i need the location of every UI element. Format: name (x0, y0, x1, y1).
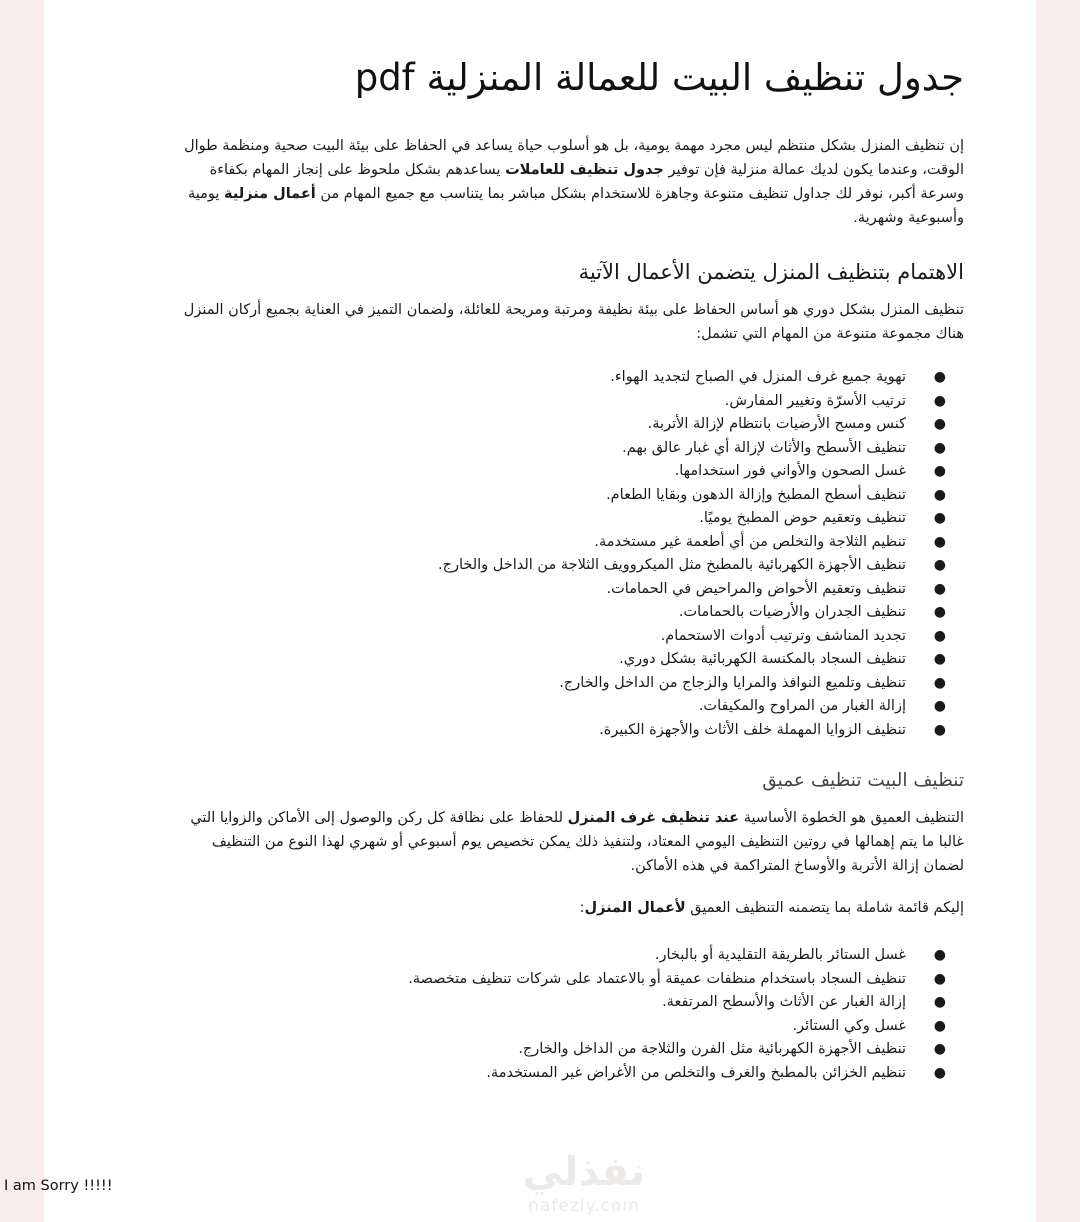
page-title: جدول تنظيف البيت للعمالة المنزلية pdf (354, 56, 964, 99)
list-item (182, 991, 946, 1015)
section1-heading: الاهتمام بتنظيف المنزل يتضمن الأعمال الآتية (578, 260, 964, 284)
intro-text-1: إن تنظيف المنزل بشكل منتظم ليس مجرد مهمة يومية، بل هو أسلوب حياة يساعد في الحفاظ على بيئة البيت صحية ومنظمة طوال الوقت، وعندما يكون لديك عمالة منزلية فإن توفير (184, 138, 964, 178)
bullet-icon: ● (933, 994, 946, 1010)
bullet-icon: ● (933, 463, 946, 479)
list-item (182, 944, 946, 968)
list-item-text: تنظيف الأسطح والأثاث لإزالة أي غبار عالق بهم. (622, 439, 906, 456)
bullet-icon: ● (933, 698, 946, 714)
lead-text-1: إليكم قائمة شاملة بما يتضمنه التنظيف العميق (685, 900, 964, 916)
list-item (182, 968, 946, 992)
document-content (182, 50, 964, 1085)
list-item (182, 531, 946, 555)
bullet-icon: ● (933, 557, 946, 573)
list-item (182, 460, 946, 484)
footer-note: I am Sorry !!!!! (4, 1178, 113, 1194)
bullet-icon: ● (933, 1041, 946, 1057)
lead-text-2: : (579, 900, 585, 916)
list-item-text: تنظيف وتلميع النوافذ والمرايا والزجاج من الداخل والخارج. (559, 674, 906, 691)
list-item (182, 1015, 946, 1039)
section2-bold-1: عند تنظيف غرف المنزل (567, 810, 740, 826)
bullet-icon: ● (933, 486, 946, 503)
bullet-icon: ● (933, 392, 946, 409)
list-item-text: تنظيف الأجهزة الكهربائية مثل الفرن والثلاجة من الداخل والخارج. (518, 1041, 906, 1057)
list-item (182, 437, 946, 461)
list-item-text: غسل الصحون والأواني فور استخدامها. (674, 463, 906, 479)
bullet-icon: ● (933, 627, 946, 644)
site-watermark (514, 1148, 654, 1216)
list-item-text: تجديد المناشف وترتيب أدوات الاستحمام. (660, 627, 906, 644)
section2-heading: تنظيف البيت تنظيف عميق (762, 770, 964, 791)
list-item (182, 484, 946, 508)
intro-paragraph (182, 134, 964, 230)
bullet-icon: ● (933, 510, 946, 526)
list-item (182, 648, 946, 672)
bullet-icon: ● (933, 970, 946, 987)
list-item (182, 1038, 946, 1062)
list-item-text: تنظيف وتعقيم الأحواض والمراحيض في الحمامات. (606, 580, 906, 597)
list-item (182, 672, 946, 696)
list-item (182, 601, 946, 625)
list-item (182, 366, 946, 390)
section2-text-1: التنظيف العميق هو الخطوة الأساسية (739, 810, 964, 826)
section1-paragraph: تنظيف المنزل بشكل دوري هو أساس الحفاظ على بيئة نظيفة ومرتبة ومريحة للعائلة، ولضمان التميز في العناية بجميع أركان المنزل هناك مجموعة متنوعة من المهام التي تشمل: (183, 302, 964, 342)
bullet-icon: ● (933, 580, 946, 597)
intro-text-3: يومية وأسبوعية وشهرية. (187, 186, 964, 226)
bullet-icon: ● (933, 651, 946, 667)
list-item-text: ترتيب الأسرّة وتغيير المفارش. (724, 392, 906, 409)
bullet-icon: ● (933, 604, 946, 620)
section2-text-2: للحفاظ على نظافة كل ركن والوصول إلى الأماكن والزوايا التي غالبا ما يتم إهمالها في روتين التنظيف اليومي المعتاد، ولتنفيذ ذلك يمكن تخصيص يوم أسبوعي أو شهري لهذا النوع من التنظيف لضمان إزالة الأتربة والأوساخ المتراكمة في هذه الأماكن. (190, 810, 964, 874)
list-item-text: تنظيف السجاد باستخدام منظفات عميقة أو بالاعتماد على شركات تنظيف متخصصة. (408, 970, 906, 987)
intro-bold-1: جدول تنظيف للعاملات (505, 162, 664, 178)
bullet-icon: ● (933, 721, 946, 738)
list-item (182, 719, 946, 743)
list-item-text: تنظيف أسطح المطبخ وإزالة الدهون وبقايا الطعام. (606, 486, 906, 503)
list-item-text: تنظيف الأجهزة الكهربائية بالمطبخ مثل الميكروويف الثلاجة من الداخل والخارج. (437, 557, 906, 573)
list-item-text: كنس ومسح الأرضيات بانتظام لإزالة الأتربة. (647, 416, 906, 432)
list-item-text: غسل وكي الستائر. (792, 1017, 906, 1034)
section2-paragraph (182, 806, 964, 878)
list-item-text: تهوية جميع غرف المنزل في الصباح لتجديد الهواء. (610, 369, 906, 385)
list-item-text: تنظيف الزوايا المهملة خلف الأثاث والأجهزة الكبيرة. (599, 721, 906, 738)
section1-task-list (182, 366, 964, 742)
list-item-text: تنظيف السجاد بالمكنسة الكهربائية بشكل دوري. (619, 651, 906, 667)
bullet-icon: ● (933, 947, 946, 963)
bullet-icon: ● (933, 1017, 946, 1034)
list-item-text: تنظيف الجدران والأرضيات بالحمامات. (678, 604, 906, 620)
list-item-text: تنظيم الخزائن بالمطبخ والغرف والتخلص من الأغراض غير المستخدمة. (486, 1064, 906, 1081)
intro-text-2: يساعدهم بشكل ملحوظ على إنجاز المهام بكفاءة وسرعة أكبر، نوفر لك جداول تنظيف متنوعة وجاهزة للاستخدام بشكل مباشر بما يتناسب مع جميع المهام من (209, 162, 964, 202)
section2-lead (182, 896, 964, 920)
document-page (44, 0, 1036, 1222)
list-item-text: تنظيف وتعقيم حوض المطبخ يوميًا. (699, 510, 906, 526)
list-item (182, 413, 946, 437)
section2-task-list (182, 944, 964, 1085)
list-item-text: إزالة الغبار من المراوح والمكيفات. (698, 698, 906, 714)
watermark-logo-latin: nafezly.com (528, 1196, 640, 1216)
bullet-icon: ● (933, 533, 946, 550)
bullet-icon: ● (933, 674, 946, 691)
list-item-text: تنظيم الثلاجة والتخلص من أي أطعمة غير مستخدمة. (594, 533, 906, 550)
list-item (182, 695, 946, 719)
bullet-icon: ● (933, 1064, 946, 1081)
list-item (182, 554, 946, 578)
list-item (182, 390, 946, 414)
bullet-icon: ● (933, 416, 946, 432)
lead-bold-1: لأعمال المنزل (584, 900, 686, 916)
list-item (182, 507, 946, 531)
bullet-icon: ● (933, 369, 946, 385)
bullet-icon: ● (933, 439, 946, 456)
list-item-text: إزالة الغبار عن الأثاث والأسطح المرتفعة. (662, 994, 906, 1010)
list-item (182, 1062, 946, 1086)
list-item (182, 578, 946, 602)
list-item-text: غسل الستائر بالطريقة التقليدية أو بالبخار. (654, 947, 906, 963)
watermark-logo-arabic: نفذلي (522, 1149, 646, 1195)
list-item (182, 625, 946, 649)
intro-bold-2: أعمال منزلية (224, 186, 316, 202)
